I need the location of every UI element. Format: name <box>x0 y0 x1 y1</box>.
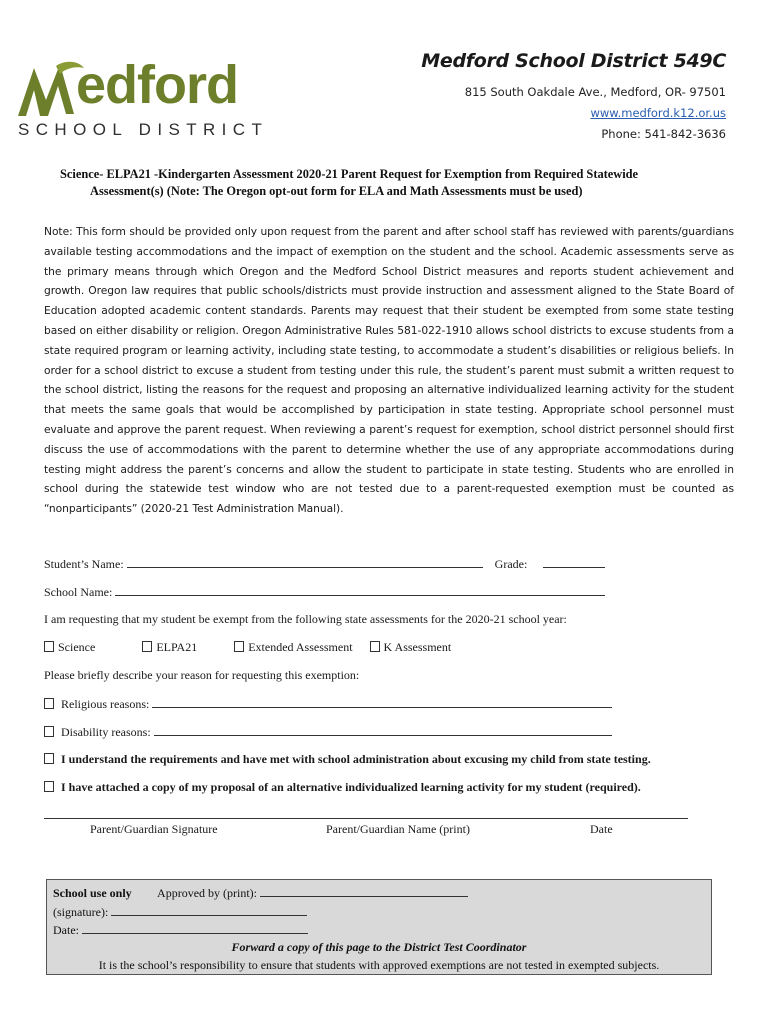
date-label: Date <box>590 822 613 836</box>
option-extended-assessment[interactable]: Extended Assessment <box>234 640 352 655</box>
responsibility-note: It is the school’s responsibility to ensure that students with approved exemptions are not tested in exempted subjects. <box>98 958 660 972</box>
option-k-assessment[interactable]: K Assessment <box>370 640 452 655</box>
school-date-field[interactable] <box>82 922 308 934</box>
disability-reasons-field[interactable] <box>154 724 612 736</box>
extended-assessment-checkbox[interactable] <box>234 641 244 652</box>
religious-reasons-field[interactable] <box>152 696 612 708</box>
ack-proposal-text: I have attached a copy of my proposal of an alternative individualized learning activity for my student (required). <box>61 780 641 794</box>
form-title-line1: Science- ELPA21 -Kindergarten Assessment 2020-21 Parent Request for Exemption from Required Statewide <box>60 167 639 181</box>
ack-proposal-row <box>44 780 641 795</box>
approved-by-field[interactable] <box>260 885 468 897</box>
district-address: 815 South Oakdale Ave., Medford, OR- 97501 <box>464 85 726 99</box>
school-name-field[interactable] <box>115 584 605 596</box>
student-name-label: Student’s Name: <box>44 557 124 571</box>
form-title-line2: Assessment(s) (Note: The Oregon opt-out form for ELA and Math Assessments must be used) <box>90 184 583 198</box>
reason-prompt: Please briefly describe your reason for requesting this exemption: <box>44 668 360 682</box>
ack-requirements-checkbox[interactable] <box>44 753 54 764</box>
science-checkbox[interactable] <box>44 641 54 652</box>
note-paragraph: Note: This form should be provided only upon request from the parent and after school staff has reviewed with parents/guardians available testing accommodations and the impact of exemption on the student and the school. Academic assessments serve as the primary means through which Oregon and the Medford School District measures and reports student achievement and growth. Oregon law requires that public schools/districts must provide instruction and assessment aligned to the State Board of Education adopted academic content standards. Parents may request that their student be exempted from some state testing based on either disability or religion. Oregon Administrative Rules 581-022-1910 allows school districts to excuse students from a state required program or learning activity, including state testing, to accommodate a student’s disabilities or religious beliefs. In order for a school district to excuse a student from testing under this rule, the student’s parent must submit a written request to the school district, listing the reasons for the request and proposing an alternative individualized learning activity for the student that meets the same goals that would be accomplished by participation in state testing. Appropriate school personnel must evaluate and approve the parent request. When reviewing a parent’s request for exemption, school district personnel should first discuss the use of accommodations with the parent to determine whether the use of any appropriate accommodations during testing might address the parent’s concerns and allow the student to participate in state testing. Students who are enrolled in school during the statewide test window who are not tested due to a parent-requested exemption must be counted as “nonparticipants” (2020-21 Test Administration Manual). <box>44 225 734 516</box>
school-use-heading: School use only <box>53 886 132 900</box>
grade-field[interactable] <box>543 556 605 568</box>
district-phone: Phone: 541-842-3636 <box>601 127 726 141</box>
religious-label: Religious reasons: <box>61 697 150 711</box>
school-date-label: Date: <box>53 923 79 937</box>
request-text: I am requesting that my student be exempt from the following state assessments for the 2020-21 school year: <box>44 612 567 626</box>
religious-row <box>44 696 612 712</box>
ack-requirements-text: I understand the requirements and have met with school administration about excusing my child from state testing. <box>61 752 651 766</box>
elpa21-checkbox[interactable] <box>142 641 152 652</box>
school-signature-label: (signature): <box>53 905 109 919</box>
k-assessment-checkbox[interactable] <box>370 641 380 652</box>
guardian-name-print-label: Parent/Guardian Name (print) <box>326 822 470 836</box>
approved-by-label: Approved by (print): <box>157 886 258 900</box>
student-name-row <box>44 556 605 572</box>
forward-instruction: Forward a copy of this page to the District Test Coordinator <box>231 940 527 954</box>
disability-label: Disability reasons: <box>61 725 151 739</box>
religious-checkbox[interactable] <box>44 698 54 709</box>
district-website-link[interactable]: www.medford.k12.or.us <box>590 106 726 120</box>
grade-label: Grade: <box>494 557 528 571</box>
option-elpa21[interactable]: ELPA21 <box>142 640 197 655</box>
logo-subtitle: SCHOOL DISTRICT <box>18 120 269 139</box>
signature-line[interactable] <box>44 818 688 819</box>
logo-wordmark: edford <box>76 55 238 115</box>
assessment-options <box>44 640 481 655</box>
student-name-field[interactable] <box>127 556 483 568</box>
disability-row <box>44 724 612 740</box>
school-name-label: School Name: <box>44 585 113 599</box>
district-info <box>421 50 726 145</box>
option-science[interactable]: Science <box>44 640 95 655</box>
guardian-signature-label: Parent/Guardian Signature <box>90 822 218 836</box>
disability-checkbox[interactable] <box>44 726 54 737</box>
school-use-box <box>46 879 712 975</box>
school-name-row <box>44 584 605 600</box>
district-name: Medford School District 549C <box>421 50 726 72</box>
ack-requirements-row <box>44 752 651 767</box>
school-signature-field[interactable] <box>111 904 307 916</box>
ack-proposal-checkbox[interactable] <box>44 781 54 792</box>
form-title <box>60 166 740 200</box>
medford-logo <box>16 55 286 146</box>
